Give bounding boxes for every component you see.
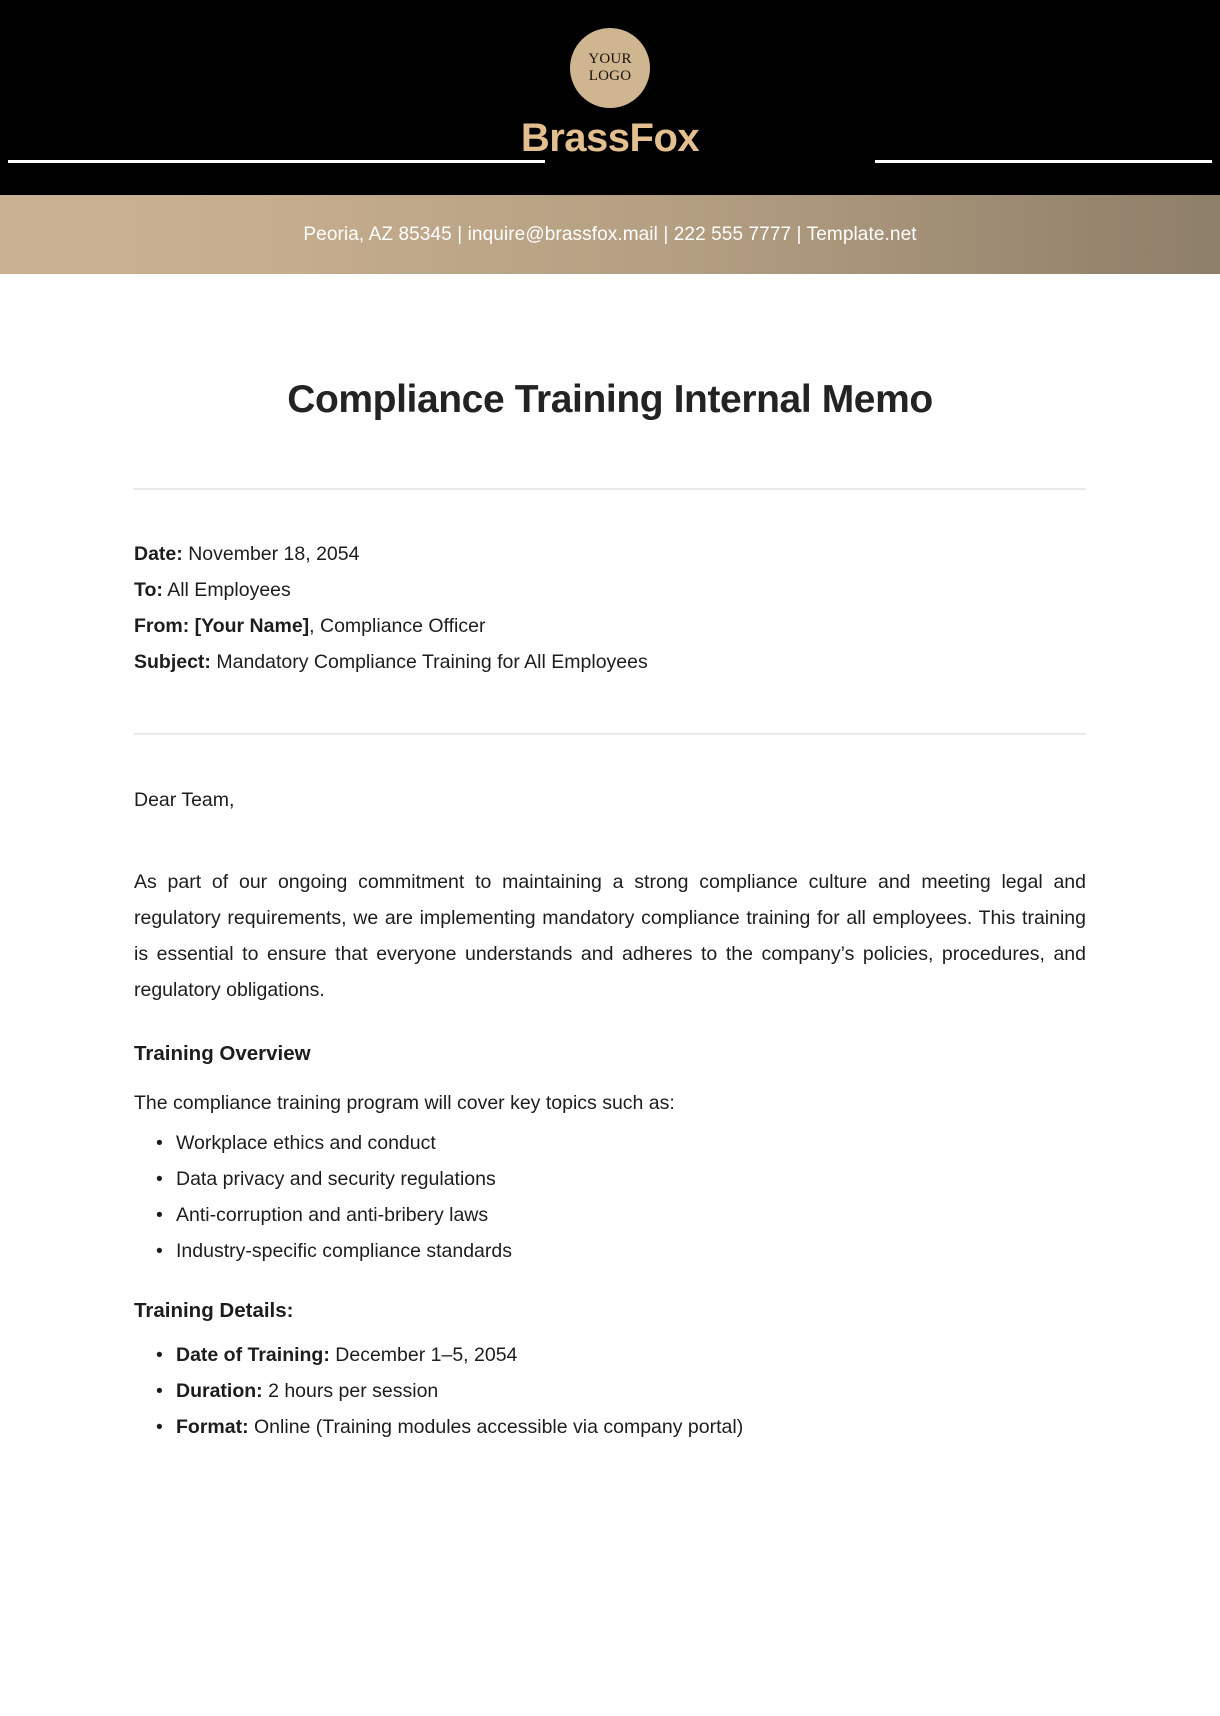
training-details-list bbox=[134, 1337, 1086, 1445]
memo-from-row bbox=[134, 608, 1086, 644]
list-item: • Anti-corruption and anti-bribery laws bbox=[156, 1197, 1086, 1233]
contact-info-text: Peoria, AZ 85345 | inquire@brassfox.mail | 222 555 7777 | Template.net bbox=[303, 223, 917, 245]
list-item bbox=[156, 1409, 1086, 1445]
training-overview-list bbox=[134, 1125, 1086, 1269]
training-overview-lead: The compliance training program will cover key topics such as: bbox=[134, 1092, 675, 1114]
brand-name: BrassFox bbox=[520, 116, 700, 160]
training-overview-heading: Training Overview bbox=[134, 1042, 311, 1065]
contact-info-bar bbox=[0, 195, 1220, 274]
intro-paragraph: As part of our ongoing commitment to maintaining a strong compliance culture and meeting legal and regulatory requirements, we are implementing mandatory compliance training for all employees. This training is essential to ensure that everyone understands and adheres to the company’s policies, procedures, and regulatory obligations. bbox=[134, 871, 1086, 1001]
training-details-heading: Training Details: bbox=[134, 1299, 294, 1322]
logo-line-2: LOGO bbox=[588, 68, 632, 84]
detail-label: Duration: bbox=[176, 1380, 263, 1402]
memo-metadata-block bbox=[134, 536, 1086, 680]
memo-date-row bbox=[134, 536, 1086, 572]
salutation: Dear Team, bbox=[134, 789, 235, 811]
list-item: • Data privacy and security regulations bbox=[156, 1161, 1086, 1197]
your-logo-placeholder-icon bbox=[570, 28, 650, 108]
detail-value: Online (Training modules accessible via company portal) bbox=[254, 1416, 744, 1438]
title-divider bbox=[134, 488, 1086, 490]
memo-date-label: Date: bbox=[134, 543, 183, 565]
memo-to-row bbox=[134, 572, 1086, 608]
memo-date-value: November 18, 2054 bbox=[188, 543, 360, 565]
metadata-divider bbox=[134, 733, 1086, 735]
detail-label: Date of Training: bbox=[176, 1344, 330, 1366]
brand-logo-group bbox=[0, 28, 1220, 161]
list-item bbox=[156, 1373, 1086, 1409]
memo-document bbox=[0, 378, 1220, 1445]
memo-from-label: From: bbox=[134, 615, 190, 637]
list-item bbox=[156, 1337, 1086, 1373]
memo-subject-value: Mandatory Compliance Training for All Employees bbox=[216, 651, 648, 673]
document-header-band bbox=[0, 0, 1220, 195]
memo-subject-label: Subject: bbox=[134, 651, 211, 673]
header-rule-left bbox=[8, 160, 545, 163]
memo-from-name: [Your Name] bbox=[194, 615, 310, 637]
memo-to-label: To: bbox=[134, 579, 163, 601]
detail-value: 2 hours per session bbox=[268, 1380, 439, 1402]
logo-line-1: YOUR bbox=[588, 51, 632, 68]
page-title: Compliance Training Internal Memo bbox=[287, 378, 933, 421]
detail-label: Format: bbox=[176, 1416, 249, 1438]
header-rule-right bbox=[875, 160, 1212, 163]
list-item: • Industry-specific compliance standards bbox=[156, 1233, 1086, 1269]
detail-value: December 1–5, 2054 bbox=[335, 1344, 518, 1366]
list-item: • Workplace ethics and conduct bbox=[156, 1125, 1086, 1161]
memo-from-role: , Compliance Officer bbox=[309, 615, 486, 637]
memo-subject-row bbox=[134, 644, 1086, 680]
memo-to-value: All Employees bbox=[167, 579, 291, 601]
